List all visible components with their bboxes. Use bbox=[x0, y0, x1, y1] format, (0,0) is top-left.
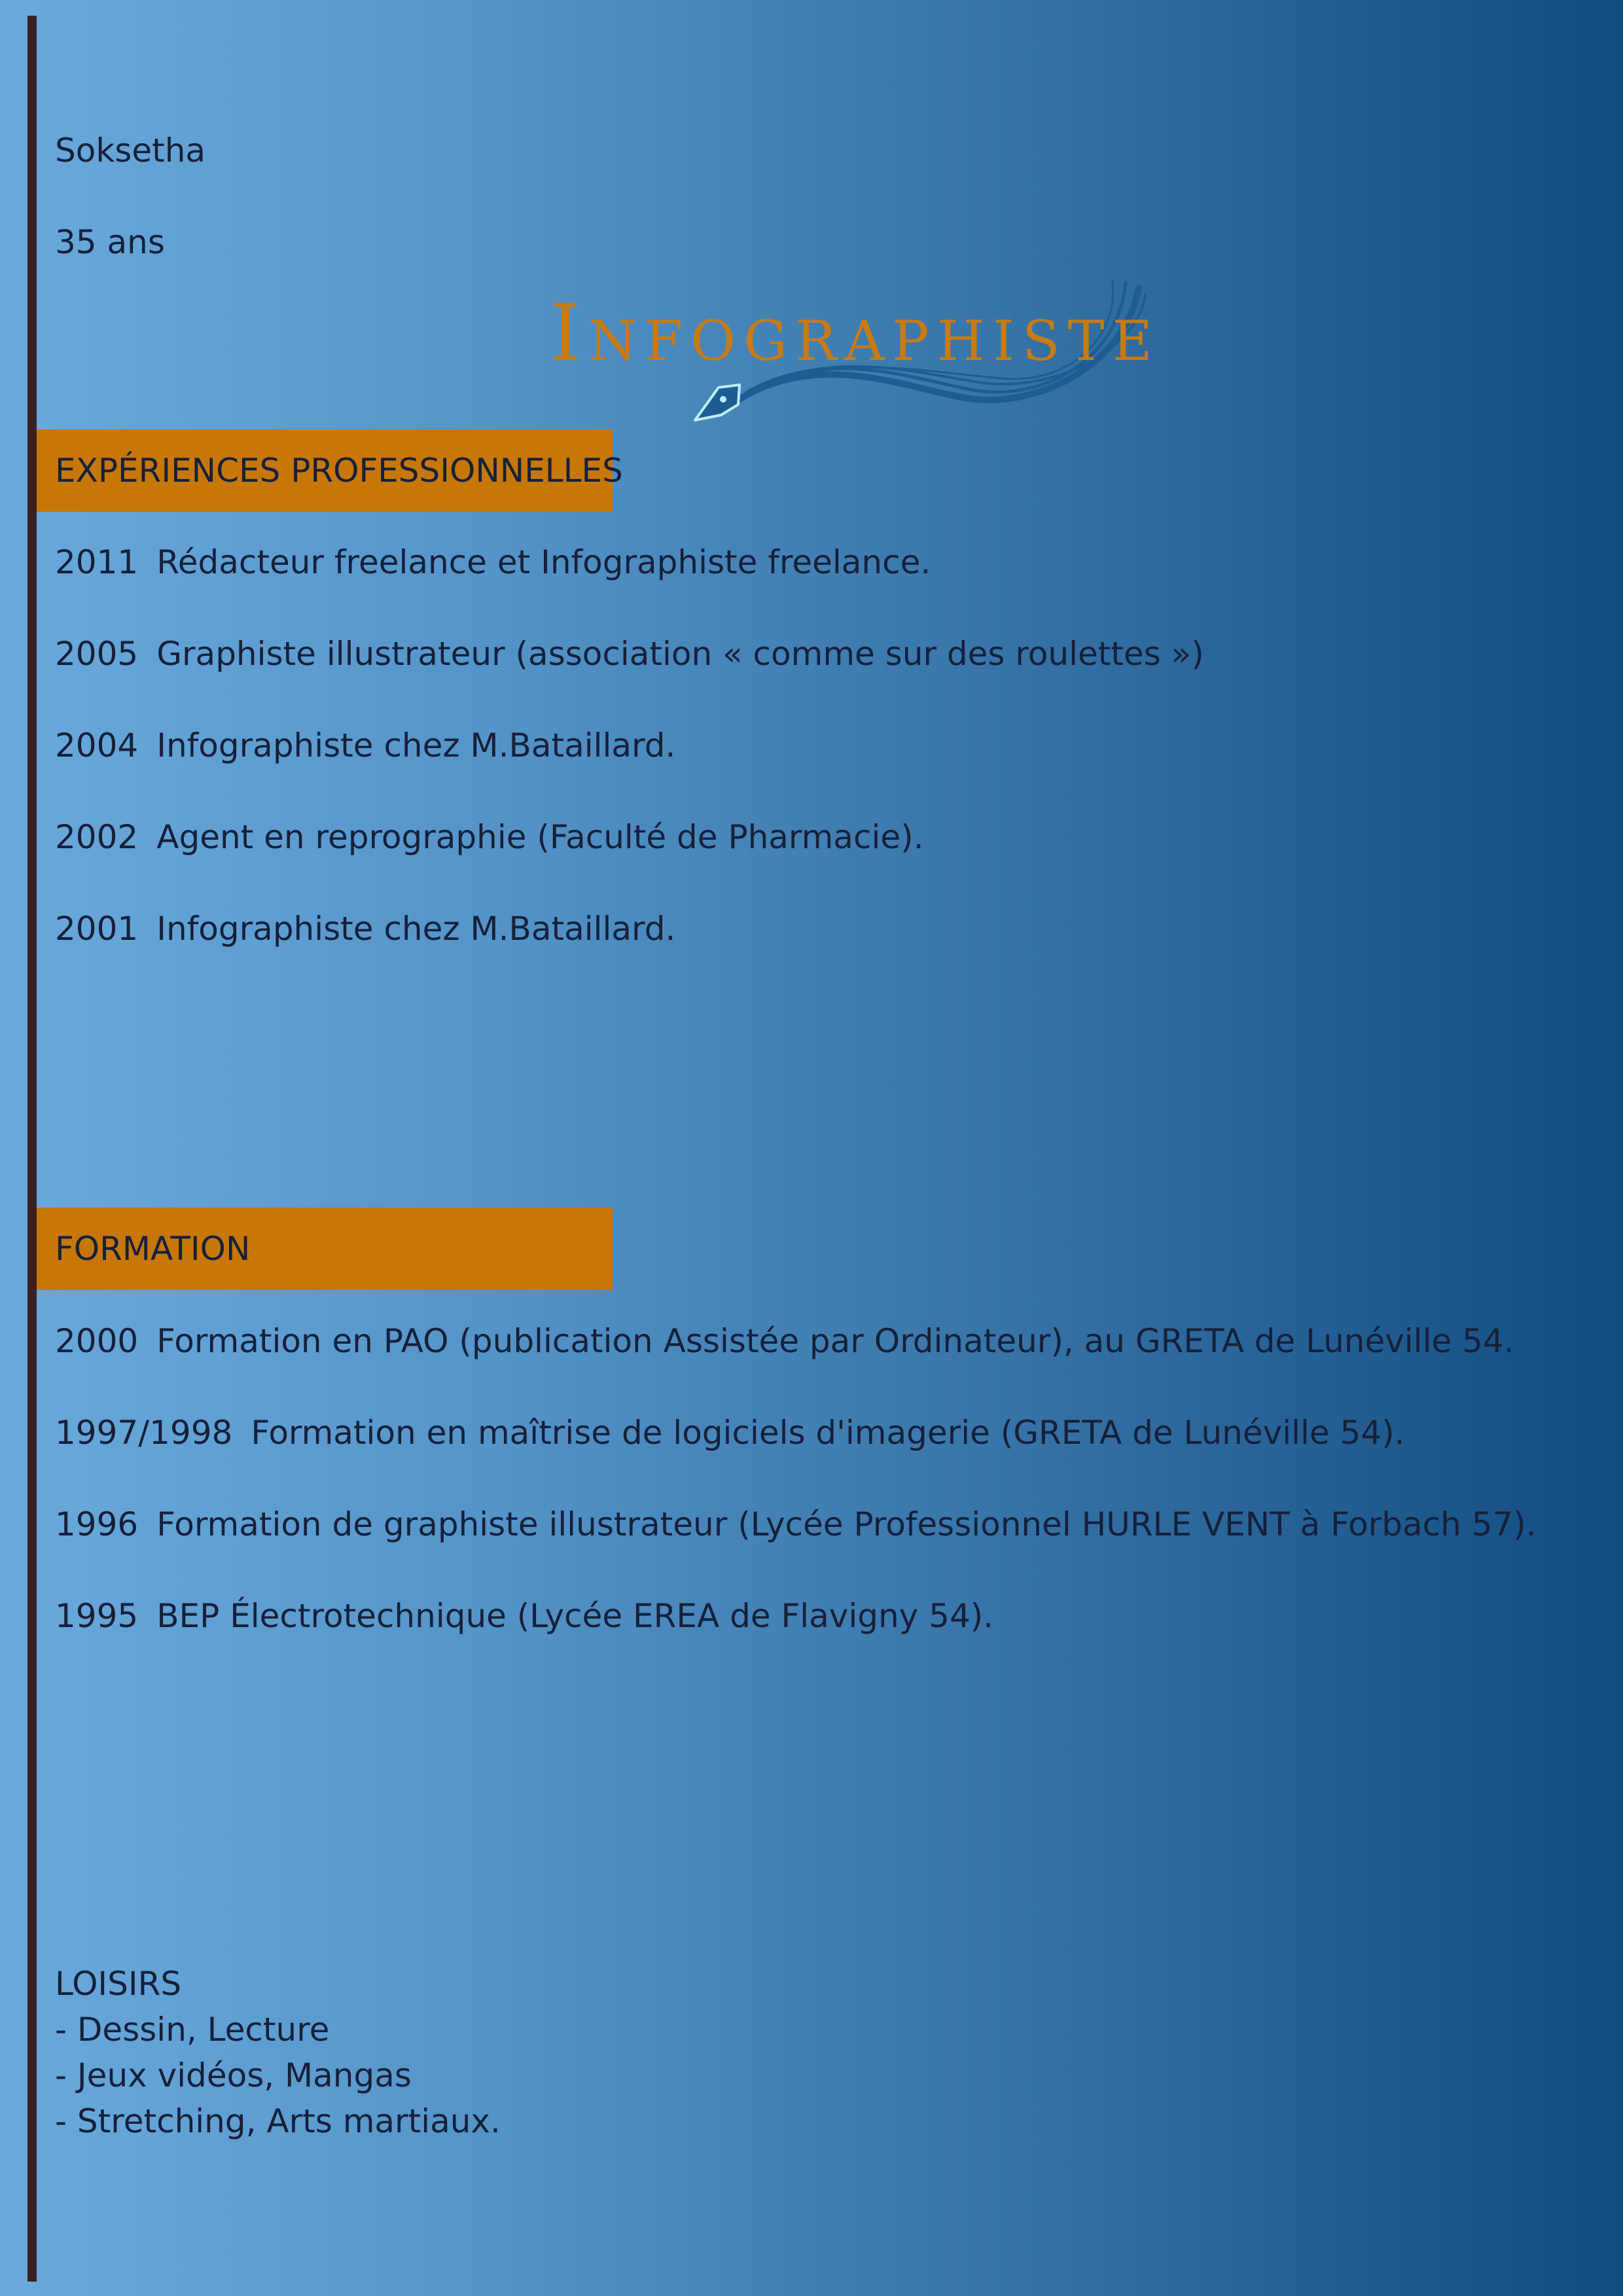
experience-item: 2004 Infographiste chez M.Bataillard. bbox=[55, 726, 676, 764]
left-vertical-rule bbox=[27, 16, 37, 2282]
formation-item: 1995 BEP Électrotechnique (Lycée EREA de Flavigny 54). bbox=[55, 1597, 994, 1635]
formation-item: 2000 Formation en PAO (publication Assistée par Ordinateur), au GRETA de Lunéville 54. bbox=[55, 1322, 1514, 1360]
formation-heading-band bbox=[37, 1208, 613, 1290]
loisirs-heading: LOISIRS bbox=[55, 1965, 182, 2003]
experience-item: 2002 Agent en reprographie (Faculté de Pharmacie). bbox=[55, 818, 924, 856]
experience-heading-band bbox=[37, 429, 623, 512]
formation-heading: FORMATION bbox=[55, 1230, 251, 1268]
experience-item: 2011 Rédacteur freelance et Infographiste freelance. bbox=[55, 543, 931, 581]
loisirs-item: - Dessin, Lecture bbox=[55, 2011, 330, 2049]
experience-item: 2005 Graphiste illustrateur (association « comme sur des roulettes ») bbox=[55, 635, 1204, 673]
loisirs-section bbox=[55, 1961, 501, 2144]
experience-heading: EXPÉRIENCES PROFESSIONNELLES bbox=[55, 452, 623, 490]
loisirs-item: - Stretching, Arts martiaux. bbox=[55, 2102, 501, 2140]
job-title: Infographiste bbox=[550, 288, 1160, 379]
person-name: Soksetha bbox=[55, 132, 206, 170]
title-block bbox=[550, 275, 1165, 425]
person-age: 35 ans bbox=[55, 223, 165, 261]
loisirs-item: - Jeux vidéos, Mangas bbox=[55, 2056, 412, 2094]
experience-item: 2001 Infographiste chez M.Bataillard. bbox=[55, 910, 676, 948]
formation-item: 1997/1998 Formation en maîtrise de logiciels d'imagerie (GRETA de Lunéville 54). bbox=[55, 1414, 1405, 1452]
formation-item: 1996 Formation de graphiste illustrateur (Lycée Professionnel HURLE VENT à Forbach 57). bbox=[55, 1505, 1537, 1543]
